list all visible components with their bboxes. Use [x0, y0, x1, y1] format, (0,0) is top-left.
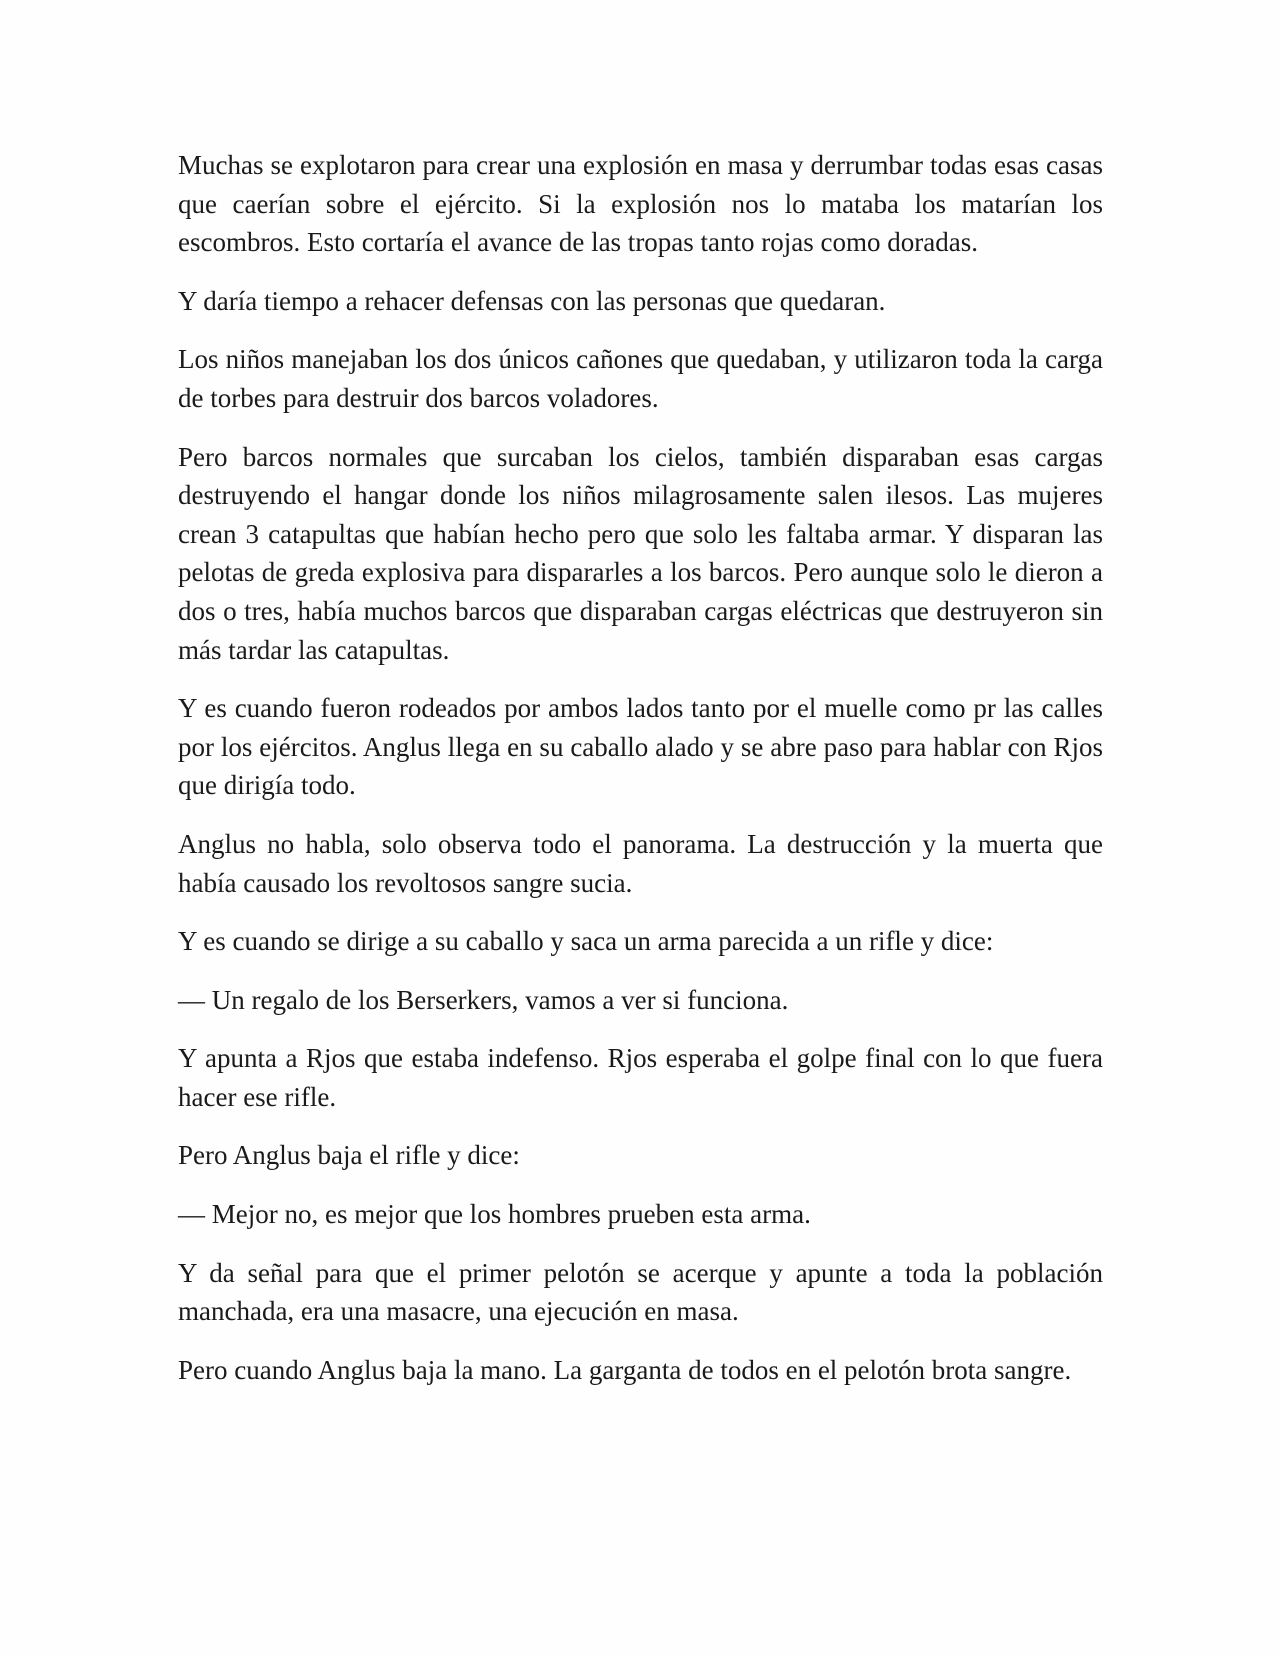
paragraph-12: Y da señal para que el primer pelotón se acerque y apunte a toda la población manchada, era una masacre, una ejecución en masa. [178, 1257, 1103, 1327]
paragraph-5: Y es cuando fueron rodeados por ambos lados tanto por el muelle como pr las calles por los ejércitos. Anglus llega en su caballo alado y se abre paso para hablar con Rjos que dirigía todo. [178, 693, 1103, 801]
dialogue-line-2: — Mejor no, es mejor que los hombres prueben esta arma. [178, 1199, 811, 1230]
paragraph-3: Los niños manejaban los dos únicos cañones que quedaban, y utilizaron toda la carga de torbes para destruir dos barcos voladores. [178, 344, 1103, 413]
paragraph-1: Muchas se explotaron para crear una explosión en masa y derrumbar todas esas casas que caerían sobre el ejército. Si la explosión nos lo mataba los matarían los escombros. Esto cortaría el avance de las tropas tanto rojas como doradas. [178, 150, 1103, 258]
paragraph-10: Pero Anglus baja el rifle y dice: [178, 1140, 520, 1171]
paragraph-4: Pero barcos normales que surcaban los cielos, también disparaban esas cargas destruyendo el hangar donde los niños milagrosamente salen ilesos. Las mujeres crean 3 catapultas que habían hecho pero que solo les faltaba armar. Y disparan las pelotas de greda explosiva para dispararles a los barcos. Pero aunque solo le dieron a dos o tres, había muchos barcos que disparaban cargas eléctricas que destruyeron sin más tardar las catapultas. [178, 441, 1103, 665]
paragraph-13: Pero cuando Anglus baja la mano. La garganta de todos en el pelotón brota sangre. [178, 1354, 1072, 1385]
paragraph-9: Y apunta a Rjos que estaba indefenso. Rjos esperaba el golpe final con lo que fuera hacer ese rifle. [178, 1043, 1103, 1112]
dialogue-line-1: — Un regalo de los Berserkers, vamos a ver si funciona. [178, 984, 789, 1015]
paragraph-2: Y daría tiempo a rehacer defensas con las personas que quedaran. [178, 285, 886, 316]
body-text [178, 146, 1103, 1409]
paragraph-7: Y es cuando se dirige a su caballo y saca un arma parecida a un rifle y dice: [178, 926, 994, 957]
paragraph-6: Anglus no habla, solo observa todo el panorama. La destrucción y la muerta que había causado los revoltosos sangre sucia. [178, 828, 1103, 898]
